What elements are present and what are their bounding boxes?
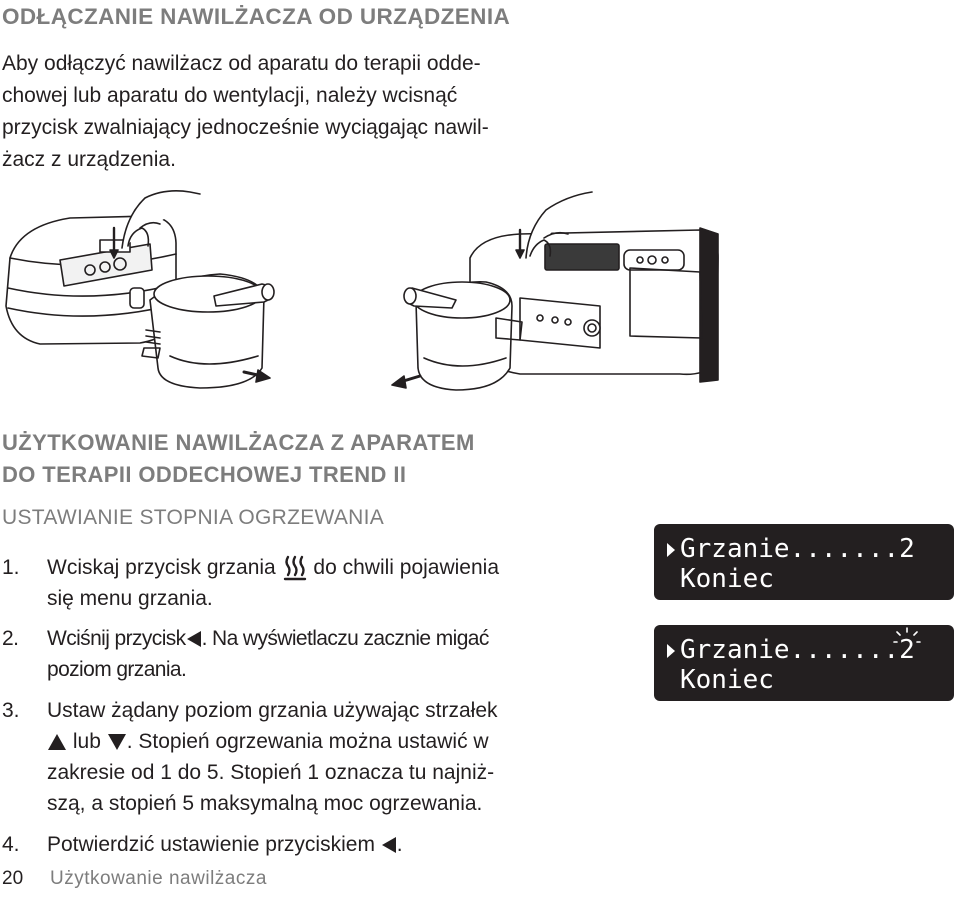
lcd-display-menu: Grzanie.......2 Koniec [654,524,954,600]
triangle-up-icon [47,733,67,751]
heat-wave-icon [282,555,308,581]
usage-heading: UŻYTKOWANIE NAWILŻACZA Z APARATEM DO TERAPII ODDECHOWEJ TREND II [2,430,475,487]
menu-cursor-icon [666,541,676,559]
triangle-down-icon [107,733,127,751]
triangle-left-icon [381,836,397,854]
intro-paragraph: Aby odłączyć nawilżacz od aparatu do terapii odde- chowej lub aparatu do wentylacji, należy wcisnąć przycisk zwalniający jednocześnie wyciągając nawil- żacz z urządzenia. [2,52,489,171]
section-heading: ODŁĄCZANIE NAWILŻACZA OD URZĄDZENIA [2,4,511,29]
right-device-drawing [392,192,718,390]
humidifier-detach-illustration [0,188,960,400]
left-device-drawing [6,191,274,388]
triangle-left-icon [186,630,202,648]
page-footer [2,868,267,890]
footer-section-title: Użytkowanie nawilżacza [50,868,267,889]
page-number: 20 [2,868,24,889]
lcd-display-blinking: Grzanie.......2 Koniec [654,625,954,701]
subheading-heat-level: USTAWIANIE STOPNIA OGRZEWANIA [2,506,385,529]
blink-rays-icon [892,627,922,661]
menu-cursor-icon [666,642,676,660]
